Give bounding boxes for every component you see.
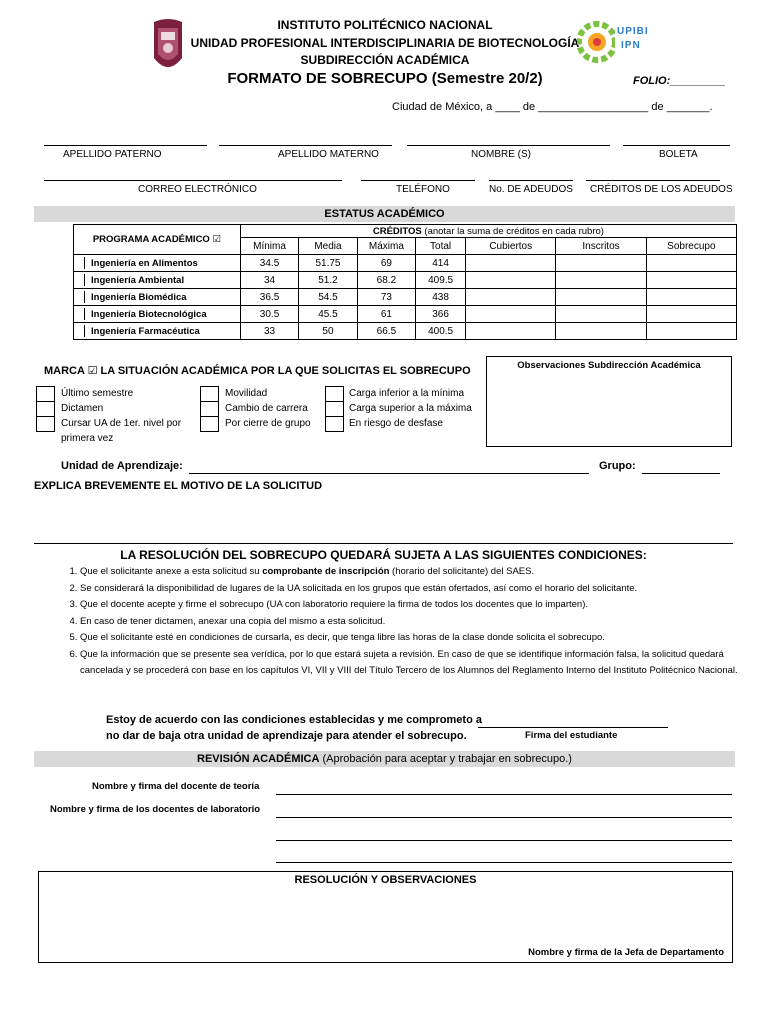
list-item	[80, 564, 755, 581]
list-item: 6. Que la información que se presente sea verídica, por lo que estará sujeta a revisión. En caso de que se identifique información falsa, la solicitud quedará cancelada y se procederá con base en los capítulos VI, VII y VIII del Título Tercero de los Alumnos del Reglamento Interno del Instituto Politécnico Nacional.	[80, 647, 755, 680]
revision-banner-rest: (Aprobación para aceptar y trabajar en sobrecupo.)	[319, 753, 572, 765]
col-media: Media	[299, 238, 357, 255]
program-checkbox[interactable]	[74, 291, 85, 303]
sobrecupo-cell[interactable]	[646, 272, 736, 289]
media-cell: 51.75	[299, 255, 357, 272]
label-movilidad: Movilidad	[225, 388, 268, 399]
boleta-line[interactable]	[623, 145, 730, 146]
col-sobrecupo: Sobrecupo	[646, 238, 736, 255]
checkbox-carga-inferior[interactable]	[325, 386, 344, 402]
resolucion-title: RESOLUCIÓN Y OBSERVACIONES	[294, 874, 477, 886]
laboratorio-label: Nombre y firma de los docentes de laboratorio	[50, 804, 261, 815]
program-checkbox[interactable]	[74, 308, 85, 320]
table-row	[74, 272, 737, 289]
condicion-1-text: Que el solicitante anexe a esta solicitud su	[80, 566, 263, 577]
list-item: 5. Que el solicitante esté en condiciones de cursarla, es decir, que tenga libre las horas de la clase donde solicita el sobrecupo.	[80, 630, 755, 647]
cubiertos-cell[interactable]	[466, 255, 556, 272]
creditos-note: (anotar la suma de créditos en cada rubro)	[424, 225, 604, 237]
program-name: Ingeniería Biomédica	[91, 291, 187, 303]
col-inscritos: Inscritos	[556, 238, 646, 255]
checkbox-movilidad[interactable]	[200, 386, 219, 402]
total-cell: 438	[416, 289, 466, 306]
firma-estudiante-line[interactable]	[478, 727, 668, 728]
media-cell: 54.5	[299, 289, 357, 306]
sobrecupo-cell[interactable]	[646, 289, 736, 306]
adeudos-line[interactable]	[489, 180, 573, 181]
label-dictamen: Dictamen	[61, 403, 104, 414]
apellido-materno-label: APELLIDO MATERNO	[278, 149, 379, 160]
upibi-logo-text: UPIBI	[617, 26, 649, 37]
creditos-adeudos-label: CRÉDITOS DE LOS ADEUDOS	[590, 184, 733, 195]
program-name: Ingeniería Ambiental	[91, 274, 185, 286]
inscritos-cell[interactable]	[556, 255, 646, 272]
acuerdo-line-2: no dar de baja otra unidad de aprendizaje para atender el sobrecupo.	[106, 730, 467, 742]
cubiertos-cell[interactable]	[466, 289, 556, 306]
sobrecupo-cell[interactable]	[646, 323, 736, 340]
col-maxima: Máxima	[357, 238, 415, 255]
table-row	[74, 255, 737, 272]
maxima-cell: 68.2	[357, 272, 415, 289]
minima-cell: 36.5	[240, 289, 298, 306]
laboratorio-line-2[interactable]	[276, 840, 732, 841]
correo-label: CORREO ELECTRÓNICO	[138, 184, 257, 195]
minima-cell: 34	[240, 272, 298, 289]
label-cursar-ua: Cursar UA de 1er. nivel por	[61, 418, 182, 429]
laboratorio-line-1[interactable]	[276, 817, 732, 818]
creditos-adeudos-line[interactable]	[586, 180, 720, 181]
revision-banner-bold: REVISIÓN ACADÉMICA	[197, 753, 320, 765]
nombre-label: NOMBRE (S)	[471, 149, 531, 160]
media-cell: 45.5	[299, 306, 357, 323]
condiciones-title: LA RESOLUCIÓN DEL SOBRECUPO QUEDARÁ SUJETA A LAS SIGUIENTES CONDICIONES:	[120, 548, 647, 562]
total-cell: 366	[416, 306, 466, 323]
ipn-logo	[150, 18, 186, 74]
revision-banner	[34, 751, 735, 767]
label-ultimo-semestre: Último semestre	[61, 388, 134, 399]
jefa-firma-label: Nombre y firma de la Jefa de Departamento	[528, 947, 724, 958]
estatus-banner: ESTATUS ACADÉMICO	[34, 206, 735, 222]
unit-name: UNIDAD PROFESIONAL INTERDISCIPLINARIA DE BIOTECNOLOGÍA	[190, 36, 580, 50]
observaciones-box[interactable]	[486, 356, 732, 447]
acuerdo-line-1: Estoy de acuerdo con las condiciones establecidas y me comprometo a	[106, 714, 482, 726]
explica-label: EXPLICA BREVEMENTE EL MOTIVO DE LA SOLICITUD	[34, 480, 323, 492]
teoria-line[interactable]	[276, 794, 732, 795]
program-checkbox[interactable]	[74, 274, 85, 286]
program-name: Ingeniería Farmacéutica	[91, 325, 200, 337]
nombre-line[interactable]	[407, 145, 610, 146]
table-row	[74, 289, 737, 306]
maxima-cell: 69	[357, 255, 415, 272]
checkbox-dictamen[interactable]	[36, 401, 55, 417]
sobrecupo-cell[interactable]	[646, 306, 736, 323]
maxima-cell: 73	[357, 289, 415, 306]
creditos-header	[240, 225, 736, 238]
list-item: 4. En caso de tener dictamen, anexar una copia del mismo a esta solicitud.	[80, 614, 755, 631]
situacion-title: MARCA ☑ LA SITUACIÓN ACADÉMICA POR LA QUE SOLICITAS EL SOBRECUPO	[44, 365, 471, 377]
table-row	[74, 323, 737, 340]
program-checkbox[interactable]	[74, 325, 85, 337]
apellido-paterno-line[interactable]	[44, 145, 207, 146]
inscritos-cell[interactable]	[556, 306, 646, 323]
checkbox-cursar-ua[interactable]	[36, 416, 55, 432]
list-item: 3. Que el docente acepte y firme el sobrecupo (UA con laboratorio requiere la firma de todos los docentes que lo imparten).	[80, 597, 755, 614]
checkbox-cierre-grupo[interactable]	[200, 416, 219, 432]
program-name: Ingeniería en Alimentos	[91, 257, 198, 269]
observaciones-label: Observaciones Subdirección Académica	[517, 360, 701, 371]
checkbox-carga-superior[interactable]	[325, 401, 344, 417]
sobrecupo-cell[interactable]	[646, 255, 736, 272]
apellido-paterno-label: APELLIDO PATERNO	[63, 149, 162, 160]
ipn-logo-text: IPN	[621, 40, 641, 51]
boleta-label: BOLETA	[659, 149, 698, 160]
minima-cell: 33	[240, 323, 298, 340]
label-riesgo-desfase: En riesgo de desfase	[349, 418, 443, 429]
form-title: FORMATO DE SOBRECUPO (Semestre 20/2)	[227, 70, 543, 87]
total-cell: 414	[416, 255, 466, 272]
media-cell: 50	[299, 323, 357, 340]
upibi-logo	[577, 20, 649, 66]
teoria-label: Nombre y firma del docente de teoría	[92, 781, 260, 792]
programa-header: PROGRAMA ACADÉMICO ☑	[74, 225, 241, 255]
institution-name: INSTITUTO POLITÉCNICO NACIONAL	[277, 18, 493, 32]
explica-line[interactable]	[34, 543, 733, 544]
cubiertos-cell[interactable]	[466, 306, 556, 323]
label-primera-vez: primera vez	[61, 433, 114, 444]
grupo-line[interactable]	[642, 473, 720, 474]
creditos-label: CRÉDITOS	[372, 225, 422, 237]
condicion-1-bold: comprobante de inscripción	[262, 566, 390, 577]
checkbox-ultimo-semestre[interactable]	[36, 386, 55, 402]
resolucion-box[interactable]	[38, 871, 733, 963]
minima-cell: 30.5	[240, 306, 298, 323]
adeudos-label: No. DE ADEUDOS	[489, 184, 573, 195]
firma-estudiante-label: Firma del estudiante	[525, 730, 618, 741]
place-date-line[interactable]: Ciudad de México, a ____ de __________________ de _______.	[392, 101, 713, 113]
subdirection-name: SUBDIRECCIÓN ACADÉMICA	[300, 53, 470, 67]
label-carga-inferior: Carga inferior a la mínima	[349, 388, 465, 399]
label-cierre-grupo: Por cierre de grupo	[225, 418, 311, 429]
col-minima: Mínima	[240, 238, 298, 255]
condiciones-list	[62, 564, 755, 680]
cubiertos-cell[interactable]	[466, 272, 556, 289]
checkbox-cambio-carrera[interactable]	[200, 401, 219, 417]
col-total: Total	[416, 238, 466, 255]
condicion-1-tail: (horario del solicitante) del SAES.	[389, 566, 535, 577]
cubiertos-cell[interactable]	[466, 323, 556, 340]
col-cubiertos: Cubiertos	[466, 238, 556, 255]
inscritos-cell[interactable]	[556, 272, 646, 289]
unidad-line[interactable]	[189, 473, 589, 474]
apellido-materno-line[interactable]	[219, 145, 392, 146]
minima-cell: 34.5	[240, 255, 298, 272]
laboratorio-line-3[interactable]	[276, 862, 732, 863]
grupo-label: Grupo:	[599, 460, 636, 472]
inscritos-cell[interactable]	[556, 323, 646, 340]
unidad-label: Unidad de Aprendizaje:	[61, 460, 183, 472]
checkbox-riesgo-desfase[interactable]	[325, 416, 344, 432]
inscritos-cell[interactable]	[556, 289, 646, 306]
table-row	[74, 306, 737, 323]
maxima-cell: 61	[357, 306, 415, 323]
telefono-label: TELÉFONO	[396, 184, 450, 195]
program-checkbox[interactable]	[74, 257, 85, 269]
label-cambio-carrera: Cambio de carrera	[225, 403, 308, 414]
creditos-table	[73, 224, 737, 340]
program-name: Ingeniería Biotecnológica	[91, 308, 207, 320]
maxima-cell: 66.5	[357, 323, 415, 340]
media-cell: 51.2	[299, 272, 357, 289]
total-cell: 409.5	[416, 272, 466, 289]
list-item: 2. Se considerará la disponibilidad de lugares de la UA solicitada en los grupos que están ofertados, así como el horario del solicitante.	[80, 581, 755, 598]
total-cell: 400.5	[416, 323, 466, 340]
label-carga-superior: Carga superior a la máxima	[349, 403, 472, 414]
correo-line[interactable]	[44, 180, 342, 181]
folio-field[interactable]: FOLIO:_________	[633, 75, 726, 87]
telefono-line[interactable]	[361, 180, 475, 181]
